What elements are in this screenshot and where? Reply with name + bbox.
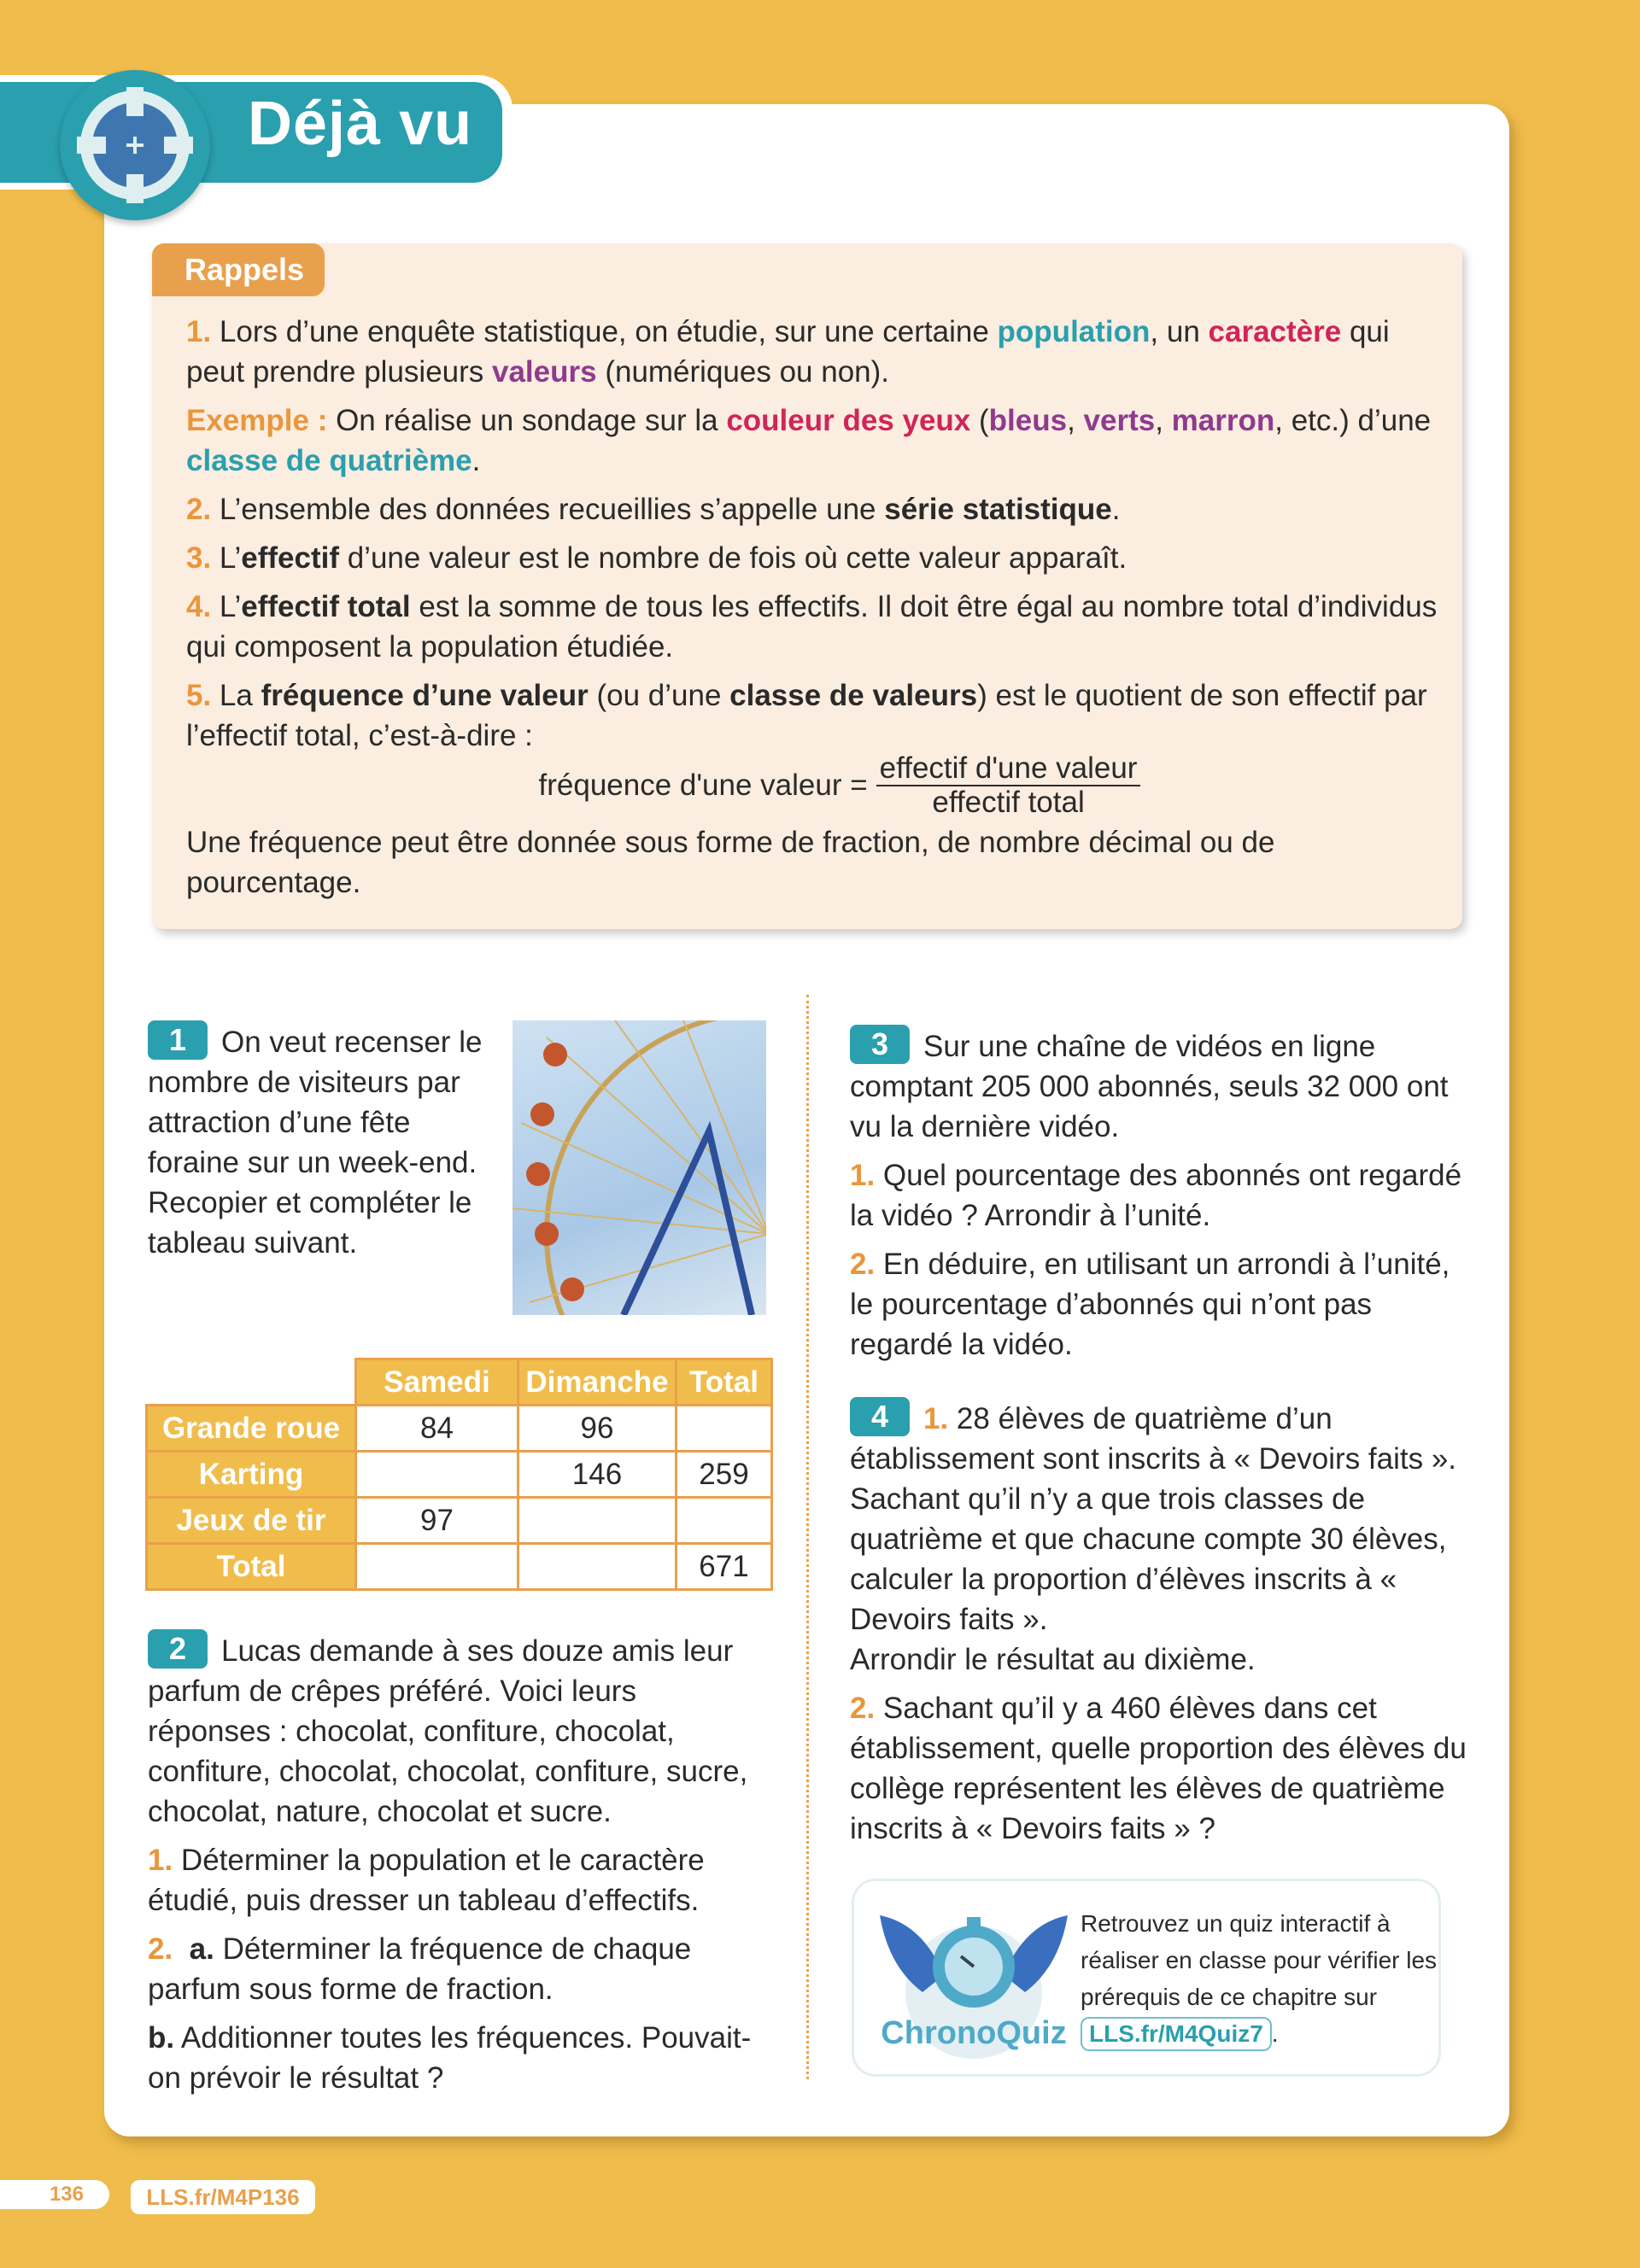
rappel-closing: Une fréquence peut être donnée sous forme de fraction, de nombre décimal ou de pourcentage. (186, 826, 1275, 899)
table-row-header: Total (147, 1544, 356, 1590)
text-segment: L’ensemble des données recueillies s’appelle une (219, 493, 885, 526)
highlighted-term: verts (1083, 404, 1156, 437)
table-row-header: Jeux de tir (147, 1498, 356, 1544)
highlighted-term: couleur des yeux (726, 404, 971, 437)
text-segment: On réalise un sondage sur la (336, 404, 727, 437)
formula-fraction (876, 752, 1141, 819)
text-segment: L’ (219, 541, 242, 575)
table-cell: 671 (676, 1544, 772, 1590)
question-number: 2. (850, 1692, 876, 1725)
question-text: 28 élèves de quatrième d’un établissement sont inscrits à « Devoirs faits ». Sachant qu’il n’y a que trois classes de quatrième et que chacune compte 30 élèves, calculer la proportion d’élèves inscrits à « Devoirs faits ». (850, 1402, 1457, 1636)
highlighted-term: 2. (186, 493, 220, 526)
rappel-item (186, 587, 1442, 667)
chronoquiz-box (852, 1879, 1441, 2077)
question-number: 1. (923, 1402, 949, 1435)
text-segment: , un (1150, 315, 1209, 348)
exercise-3-intro: Sur une chaîne de vidéos en ligne comptant 205 000 abonnés, seuls 32 000 ont vu la dernière vidéo. (850, 1030, 1449, 1143)
text-segment: , etc.) d’une (1274, 404, 1432, 437)
text-segment: . (472, 444, 481, 477)
highlighted-term: 5. (186, 679, 220, 712)
table-row (147, 1452, 772, 1498)
exercise-number-badge: 4 (850, 1397, 910, 1436)
text-segment: qui peut prendre plusieurs (186, 315, 1390, 389)
text-segment: , (1155, 404, 1172, 437)
exercise-1 (148, 1020, 766, 1324)
text-segment: ) est le quotient de son effectif par l’effectif total, c’est-à-dire : (186, 679, 1427, 752)
subquestion-letter: b. (148, 2021, 175, 2055)
highlighted-term: 1. (186, 315, 220, 348)
question-text: Quel pourcentage des abonnés ont regardé la vidéo ? Arrondir à l’unité. (850, 1159, 1462, 1232)
highlighted-term: marron (1171, 404, 1275, 437)
exercise-2 (148, 1629, 754, 2107)
chronoquiz-logo-text: ChronoQuiz (881, 2015, 1067, 2051)
table-col-header: Total (676, 1359, 772, 1406)
chronoquiz-period: . (1271, 2020, 1279, 2047)
table-cell (518, 1544, 676, 1590)
formula-numerator: effectif d'une valeur (876, 752, 1141, 786)
table-cell: 84 (356, 1406, 518, 1452)
table-corner (147, 1359, 356, 1406)
text-segment: , (1067, 404, 1084, 437)
highlighted-term: 4. (186, 590, 220, 623)
text-segment: (ou d’une (588, 679, 730, 712)
table-col-header: Samedi (356, 1359, 518, 1406)
rappel-item (186, 489, 1442, 529)
highlighted-term: série statistique (884, 493, 1112, 526)
page-title: Déjà vu (248, 90, 473, 158)
chronoquiz-text (1081, 1905, 1438, 2052)
rappel-item (186, 675, 1442, 756)
visitors-table (145, 1358, 773, 1591)
table-cell: 146 (518, 1452, 676, 1498)
question-text: Additionner toutes les fréquences. Pouvait-on prévoir le résultat ? (148, 2021, 752, 2095)
text-segment: Lors d’une enquête statistique, on étudie, sur une certaine (219, 315, 998, 348)
chronoquiz-description: Retrouvez un quiz interactif à réaliser en classe pour vérifier les prérequis de ce chapitre sur (1081, 1910, 1438, 2010)
formula-lhs: fréquence d'une valeur = (538, 769, 868, 802)
table-row-header: Grande roue (147, 1406, 356, 1452)
highlighted-term: valeurs (492, 355, 597, 389)
highlighted-term: bleus (988, 404, 1068, 437)
subquestion-letter: a. (189, 1932, 214, 1966)
highlighted-term: population (997, 315, 1151, 348)
column-divider (806, 995, 809, 2079)
page-number: 136 (0, 2180, 109, 2209)
text-segment: La (219, 679, 261, 712)
table-cell: 259 (676, 1452, 772, 1498)
question-text: En déduire, en utilisant un arrondi à l’unité, le pourcentage d’abonnés qui n’ont pas regardé la vidéo. (850, 1248, 1450, 1361)
table-cell: 97 (356, 1498, 518, 1544)
table-row-header: Karting (147, 1452, 356, 1498)
text-segment: ( (970, 404, 989, 437)
question-text: Arrondir le résultat au dixième. (850, 1643, 1256, 1676)
rappel-item (186, 312, 1442, 392)
question-number: 2. (148, 1932, 173, 1966)
highlighted-term: fréquence d’une valeur (261, 679, 589, 712)
ferris-wheel-photo (512, 1020, 766, 1315)
question-text: Déterminer la population et le caractère étudié, puis dresser un tableau d’effectifs. (148, 1844, 705, 1917)
exercise-number-badge: 1 (148, 1020, 208, 1060)
exercise-number-badge: 3 (850, 1025, 910, 1064)
table-row (147, 1544, 772, 1590)
chronoquiz-link[interactable]: LLS.fr/M4Quiz7 (1081, 2017, 1272, 2051)
chronoquiz-logo (871, 1898, 1076, 2060)
formula-denominator: effectif total (932, 786, 1085, 819)
highlighted-term: caractère (1208, 315, 1342, 348)
text-segment: d’une valeur est le nombre de fois où cette valeur apparaît. (338, 541, 1128, 575)
highlighted-term: 3. (186, 541, 220, 575)
exercise-1-statement: On veut recenser le nombre de visiteurs par attraction d’une fête foraine sur un week-end. Recopier et compléter le tableau suivant. (148, 1026, 483, 1260)
frequency-formula (237, 752, 1442, 819)
question-number: 1. (148, 1844, 173, 1877)
exercise-2-intro: Lucas demande à ses douze amis leur parfum de crêpes préféré. Voici leurs réponses : chocolat, confiture, chocolat, confiture, chocolat, chocolat, confiture, sucre, chocolat, nature, chocolat et sucre. (148, 1634, 748, 1828)
table-col-header: Dimanche (518, 1359, 676, 1406)
text-segment: est la somme de tous les effectifs. Il doit être égal au nombre total d’individus qui composent la population étudiée. (186, 590, 1438, 663)
question-text: Déterminer la fréquence de chaque parfum sous forme de fraction. (148, 1932, 692, 2006)
page-link[interactable]: LLS.fr/M4P136 (131, 2180, 315, 2214)
question-number: 1. (850, 1159, 876, 1192)
highlighted-term: effectif total (241, 590, 411, 623)
highlighted-term: classe de valeurs (729, 679, 978, 712)
exercise-3 (850, 1025, 1465, 1373)
exercise-4 (850, 1397, 1469, 1857)
text-segment: L’ (219, 590, 242, 623)
question-number: 2. (850, 1248, 876, 1281)
highlighted-term: Exemple : (186, 404, 337, 437)
rappels-body (186, 312, 1442, 911)
table-cell (676, 1406, 772, 1452)
rappel-example (186, 400, 1442, 481)
table-cell: 96 (518, 1406, 676, 1452)
text-segment: . (1111, 493, 1121, 526)
table-row (147, 1406, 772, 1452)
table-cell (356, 1452, 518, 1498)
exercise-number-badge: 2 (148, 1629, 208, 1669)
table-cell (676, 1498, 772, 1544)
highlighted-term: effectif (241, 541, 339, 575)
highlighted-term: classe de quatrième (186, 444, 472, 477)
table-cell (356, 1544, 518, 1590)
table-row (147, 1498, 772, 1544)
table-cell (518, 1498, 676, 1544)
rappel-item (186, 538, 1442, 578)
question-text: Sachant qu’il y a 460 élèves dans cet établissement, quelle proportion des élèves du collège représentent les élèves de quatrième inscrits à « Devoirs faits » ? (850, 1692, 1467, 1845)
target-icon (60, 70, 210, 220)
text-segment: (numériques ou non). (596, 355, 890, 389)
rappels-tab: Rappels (152, 243, 325, 296)
